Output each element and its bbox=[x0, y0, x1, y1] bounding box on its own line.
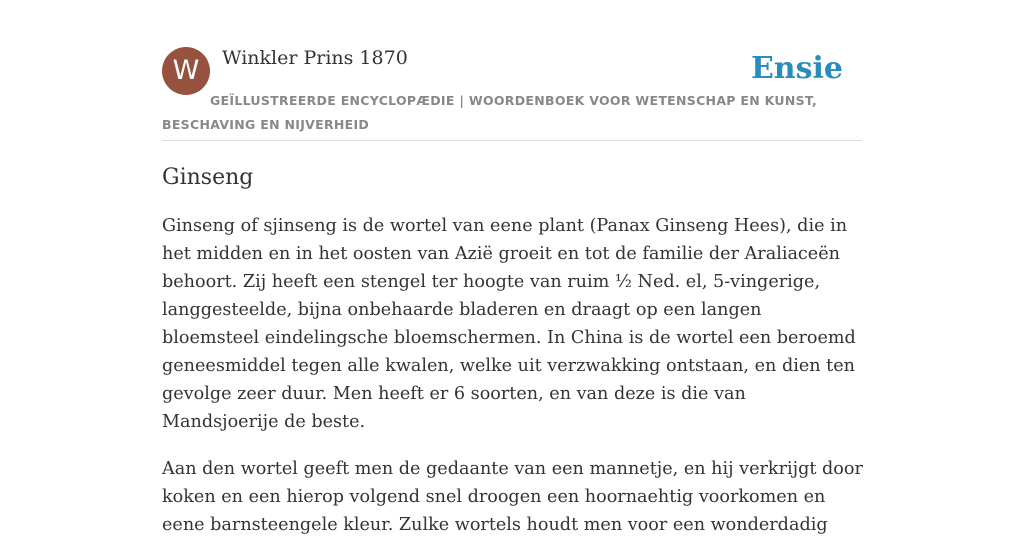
ensie-logo-link[interactable]: Ensie bbox=[750, 51, 843, 86]
page-header bbox=[162, 46, 862, 141]
article-content bbox=[162, 160, 864, 539]
source-subtitle: GEÏLLUSTREERDE ENCYCLOPÆDIE | WOORDENBOEK VOOR WETENSCHAP EN KUNST, BESCHAVING EN NIJVERHEID bbox=[162, 93, 818, 132]
article-title: Ginseng bbox=[162, 165, 254, 190]
article-paragraph: Ginseng of sjinseng is de wortel van eene plant (Panax Ginseng Hees), die in het midden en in het oosten van Azië groeit en tot de familie der Araliaceën behoort. Zij heeft een stengel ter hoogte van ruim ½ Ned. el, 5-vingerige, langgesteelde, bijna onbehaarde bladeren en draagt op een langen bloemsteel eindelingsche bloemschermen. In China is de wortel een beroemd geneesmiddel tegen alle kwalen, welke uit verzwakking ontstaan, en dien ten gevolge zeer duur. Men heeft er 6 soorten, en van deze is die van Mandsjoerije de beste. bbox=[162, 216, 856, 432]
article-paragraph: Aan den wortel geeft men de gedaante van een mannetje, en hij verkrijgt door koken en een hierop volgend snel droogen een hoornaehtig voorkomen en eene barnsteengele kleur. Zulke wortels houdt men voor een wonderdadig bbox=[162, 459, 863, 535]
source-avatar[interactable]: W bbox=[162, 47, 210, 95]
source-title-link[interactable]: Winkler Prins 1870 bbox=[222, 47, 408, 69]
